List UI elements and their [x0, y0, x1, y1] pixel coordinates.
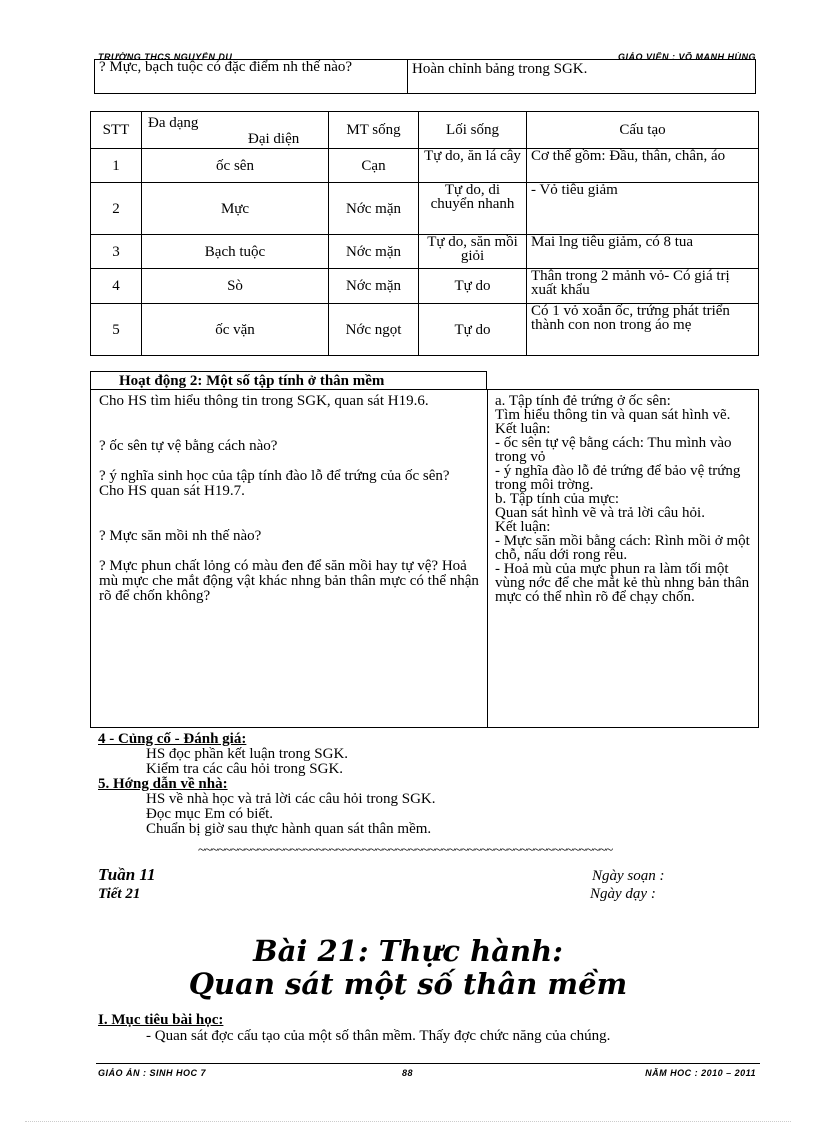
objectives-title — [98, 1013, 223, 1028]
consolidation-line: Kiểm tra các câu hỏi trong SGK. — [146, 761, 344, 777]
student-line: - Mực săn mồi bằng cách: Rình mồi ở một chỗ, nấu dới rong rêu. — [495, 533, 750, 563]
student-line: b. Tập tính của mực: — [495, 491, 620, 507]
row-dai-dien: Mực — [142, 183, 329, 235]
animals-table — [90, 111, 759, 356]
objectives-title-text: I. Mục tiêu bài học: — [98, 1012, 224, 1028]
student-line: Quan sát hình vẽ và trả lời câu hỏi. — [495, 505, 705, 521]
consolidation-line: HS đọc phần kết luận trong SGK. — [146, 746, 349, 762]
footer-page: 88 — [402, 1068, 414, 1076]
teacher-line: ? Mực phun chất lỏng có màu đen để săn mồi hay tự vệ? Hoả mù mực che mắt động vật khác nhng bản thân mực có thể nhận rõ để chốn không? — [99, 558, 479, 604]
activity-left — [99, 394, 479, 604]
row-loi: Tự do, ăn lá cây — [419, 149, 527, 183]
homework-title: 5. Hớng dẫn về nhà: — [98, 776, 228, 792]
top-question: ? Mực, bạch tuộc có đặc điểm nh thế nào? — [95, 60, 408, 94]
teacher-line: Cho HS tìm hiểu thông tin trong SGK, quan sát H19.6. — [99, 393, 429, 409]
row-cau-tao: Cơ thể gồm: Đầu, thân, chân, áo — [527, 149, 759, 183]
lesson-title-line1: Bài 21: Thực hành: — [253, 934, 563, 968]
col-mt-song: MT sống — [329, 112, 419, 149]
closing-section — [98, 732, 758, 837]
objectives-text: - Quan sát đợc cấu tạo của một số thân mềm. Thấy đợc chức năng của chúng. — [146, 1028, 611, 1044]
col-loi-song: Lối sống — [419, 112, 527, 149]
student-line: - ý nghĩa đào lỗ đẻ trứng để bảo vệ trứng trong môi trờng. — [495, 463, 741, 493]
row-mt: Nớc mặn — [329, 183, 419, 235]
row-loi: Tự do, di chuyển nhanh — [419, 183, 527, 235]
page-edge — [25, 1121, 791, 1122]
activity-title: Hoạt động 2: Một số tập tính ở thân mềm — [90, 371, 487, 390]
table-header-row — [91, 112, 759, 149]
top-table — [94, 59, 756, 94]
row-mt: Nớc mặn — [329, 269, 419, 304]
row-stt: 3 — [91, 235, 142, 269]
taught-date: Ngày dạy : — [590, 886, 656, 902]
row-dai-dien: Bạch tuộc — [142, 235, 329, 269]
lesson-title-line2: Quan sát một số thân mềm — [188, 967, 628, 1001]
homework-line: Đọc mục Em có biết. — [146, 806, 274, 822]
teacher-line: ? Mực săn mồi nh thế nào? — [99, 528, 262, 544]
row-mt: Cạn — [329, 149, 419, 183]
student-line: Kết luận: — [495, 519, 551, 535]
row-dai-dien: ốc vặn — [142, 304, 329, 356]
top-answer: Hoàn chỉnh bảng trong SGK. — [408, 60, 756, 94]
row-cau-tao: - Vỏ tiêu giảm — [527, 183, 759, 235]
homework-line: HS về nhà học và trả lời các câu hỏi trong SGK. — [146, 791, 436, 807]
row-loi: Tự do, săn mồi giỏi — [419, 235, 527, 269]
consolidation-title: 4 - Củng cố - Đánh giá: — [98, 731, 247, 747]
header-teacher: GIÁO VIÊN : VÕ MẠNH HÙNG — [617, 52, 756, 60]
table-row — [91, 269, 759, 304]
col-da-dang-label: Đa dạng — [148, 115, 199, 131]
table-row — [91, 183, 759, 235]
student-line: Kết luận: — [495, 421, 551, 437]
activity-box — [90, 389, 759, 728]
table-row — [91, 149, 759, 183]
row-dai-dien: Sò — [142, 269, 329, 304]
row-mt: Nớc mặn — [329, 235, 419, 269]
student-line: - ốc sên tự vệ bằng cách: Thu mình vào trong vỏ — [495, 435, 732, 465]
row-cau-tao: Mai lng tiêu giảm, có 8 tua — [527, 235, 759, 269]
col-cau-tao: Cấu tạo — [527, 112, 759, 149]
row-stt: 2 — [91, 183, 142, 235]
prepared-date: Ngày soạn : — [592, 868, 665, 884]
col-da-dang — [142, 112, 329, 149]
activity-right — [495, 394, 753, 604]
row-cau-tao: Thân trong 2 mảnh vỏ- Có giá trị xuất khẩu — [527, 269, 759, 304]
row-dai-dien: ốc sên — [142, 149, 329, 183]
row-stt: 5 — [91, 304, 142, 356]
col-stt: STT — [91, 112, 142, 149]
footer-rule — [96, 1063, 760, 1064]
period-label: Tiết 21 — [98, 886, 141, 902]
row-loi: Tự do — [419, 269, 527, 304]
col-dai-dien-label: Đại diện — [248, 131, 300, 147]
table-row — [91, 235, 759, 269]
student-line: Tìm hiểu thông tin và quan sát hình vẽ. — [495, 407, 731, 423]
student-line: a. Tập tính đẻ trứng ở ốc sên: — [495, 393, 671, 409]
student-line: - Hoả mù của mực phun ra làm tối một vùng nớc để che mắt kẻ thù nhng bản thân mực có thể nhìn rõ để chạy chốn. — [495, 561, 750, 605]
week-label: Tuần 11 — [98, 865, 156, 884]
table-row — [91, 304, 759, 356]
row-loi: Tự do — [419, 304, 527, 356]
row-stt: 4 — [91, 269, 142, 304]
row-cau-tao: Có 1 vỏ xoắn ốc, trứng phát triển thành con non trong áo mẹ — [527, 304, 759, 356]
header-school: TRƯỜNG THCS NGUYỄN DU — [98, 52, 233, 60]
footer-left: GIÁO ÁN : SINH HỌC 7 — [98, 1068, 207, 1076]
row-stt: 1 — [91, 149, 142, 183]
wavy-divider: ~~~~~~~~~~~~~~~~~~~~~~~~~~~~~~~~~~~~~~~~~~~~~~~~~~~~~~~~~~~~~~~ — [198, 846, 613, 858]
row-mt: Nớc ngọt — [329, 304, 419, 356]
footer-right: NĂM HỌC : 2010 – 2011 — [645, 1068, 756, 1076]
teacher-line: ? ý nghĩa sinh học của tập tính đào lỗ để trứng của ốc sên? — [99, 468, 450, 484]
teacher-line: Cho HS quan sát H19.7. — [99, 483, 245, 499]
homework-line: Chuẩn bị giờ sau thực hành quan sát thân mềm. — [146, 821, 432, 837]
teacher-line: ? ốc sên tự vệ bằng cách nào? — [99, 438, 278, 454]
